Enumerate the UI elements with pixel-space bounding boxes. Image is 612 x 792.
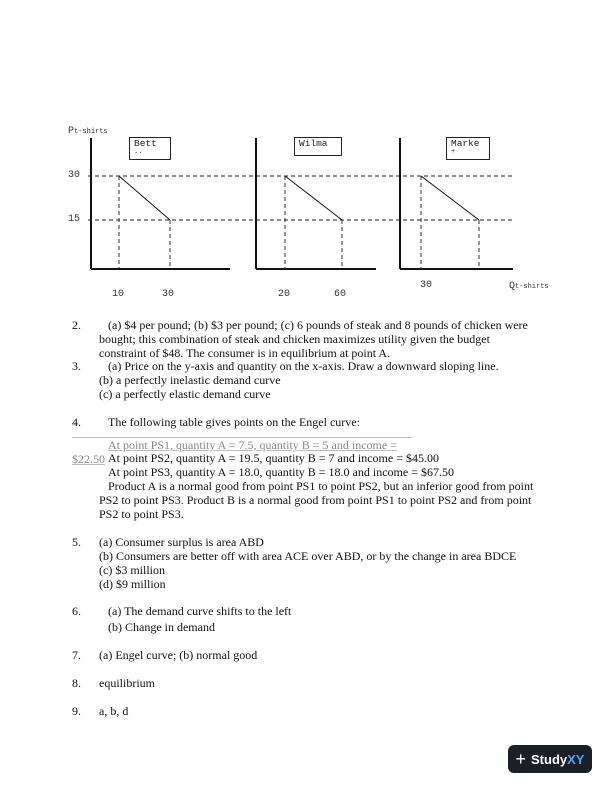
panel-label-wilma: Wilma [294,137,342,156]
studyxy-badge[interactable] [508,745,592,773]
answer-intro: The following table gives points on the Engel curve: [108,415,360,429]
x-axis-label: Qt-shirts [509,281,549,292]
answer-number: 8. [72,676,81,690]
answer-line: PS2 to point PS3. Product B is a normal good from point PS1 to point PS2 and from point [99,493,532,507]
answer-line: (d) $9 million [99,577,166,591]
answer-line: (a) Engel curve; (b) normal good [99,648,258,662]
answer-line: (a) $4 per pound; (b) $3 per pound; (c) 6 pounds of steak and 8 pounds of chicken were [108,318,528,332]
answer-line: bought; this combination of steak and chicken maximizes utility given the budget [99,332,490,346]
x-tick-bett-30: 30 [162,289,175,300]
panel-label-bett: Bett .. [129,137,171,160]
panel-label-marke: Marke + [446,137,490,160]
answer-line: (a) Price on the y-axis and quantity on the x-axis. Draw a downward sloping line. [108,359,499,373]
answer-line: (c) $3 million [99,563,165,577]
answer-line: At point PS3, quantity A = 18.0, quantity B = 18.0 and income = $67.50 [108,465,454,479]
answer-number: 2. [72,318,81,332]
answer-line: (b) a perfectly inelastic demand curve [99,373,281,387]
x-tick-bett-10: 10 [112,289,125,300]
answer-line: (b) Consumers are better off with area ACE over ABD, or by the change in area BDCE [99,549,517,563]
answer-line: (b) Change in demand [108,620,215,634]
y-tick-30: 30 [68,170,81,181]
answer-line: equilibrium [99,676,155,690]
answer-line: (c) a perfectly elastic demand curve [99,387,271,401]
x-tick-marke-30: 30 [420,280,433,291]
answer-number: 6. [72,604,81,618]
answer-number: 9. [72,704,81,718]
answer-line: At point PS2, quantity A = 19.5, quantity B = 7 and income = $45.00 [108,451,439,465]
answer-line: PS2 to point PS3. [99,507,184,521]
answer-line: Product A is a normal good from point PS1 to point PS2, but an inferior good from point [108,479,534,493]
x-tick-wilma-60: 60 [334,289,347,300]
answer-line: a, b, d [99,704,129,718]
y-axis-label: Pt-shirts [68,126,108,137]
x-tick-wilma-20: 20 [278,289,291,300]
answer-faded-line: At point PS1, quantity A = 7.5, quantity B = 5 and income = $22.50 [72,437,412,466]
answer-line: (a) The demand curve shifts to the left [108,604,292,618]
answer-number: 5. [72,535,81,549]
brand-label: StudyXY [531,751,585,767]
answer-number: 3. [72,359,81,373]
answer-line: constraint of $48. The consumer is in equilibrium at point A. [99,346,391,360]
plus-icon: + [515,749,527,769]
answer-line: (a) Consumer surplus is area ABD [99,535,264,549]
answer-number: 4. [72,415,81,429]
answer-number: 7. [72,648,81,662]
y-tick-15: 15 [68,214,81,225]
